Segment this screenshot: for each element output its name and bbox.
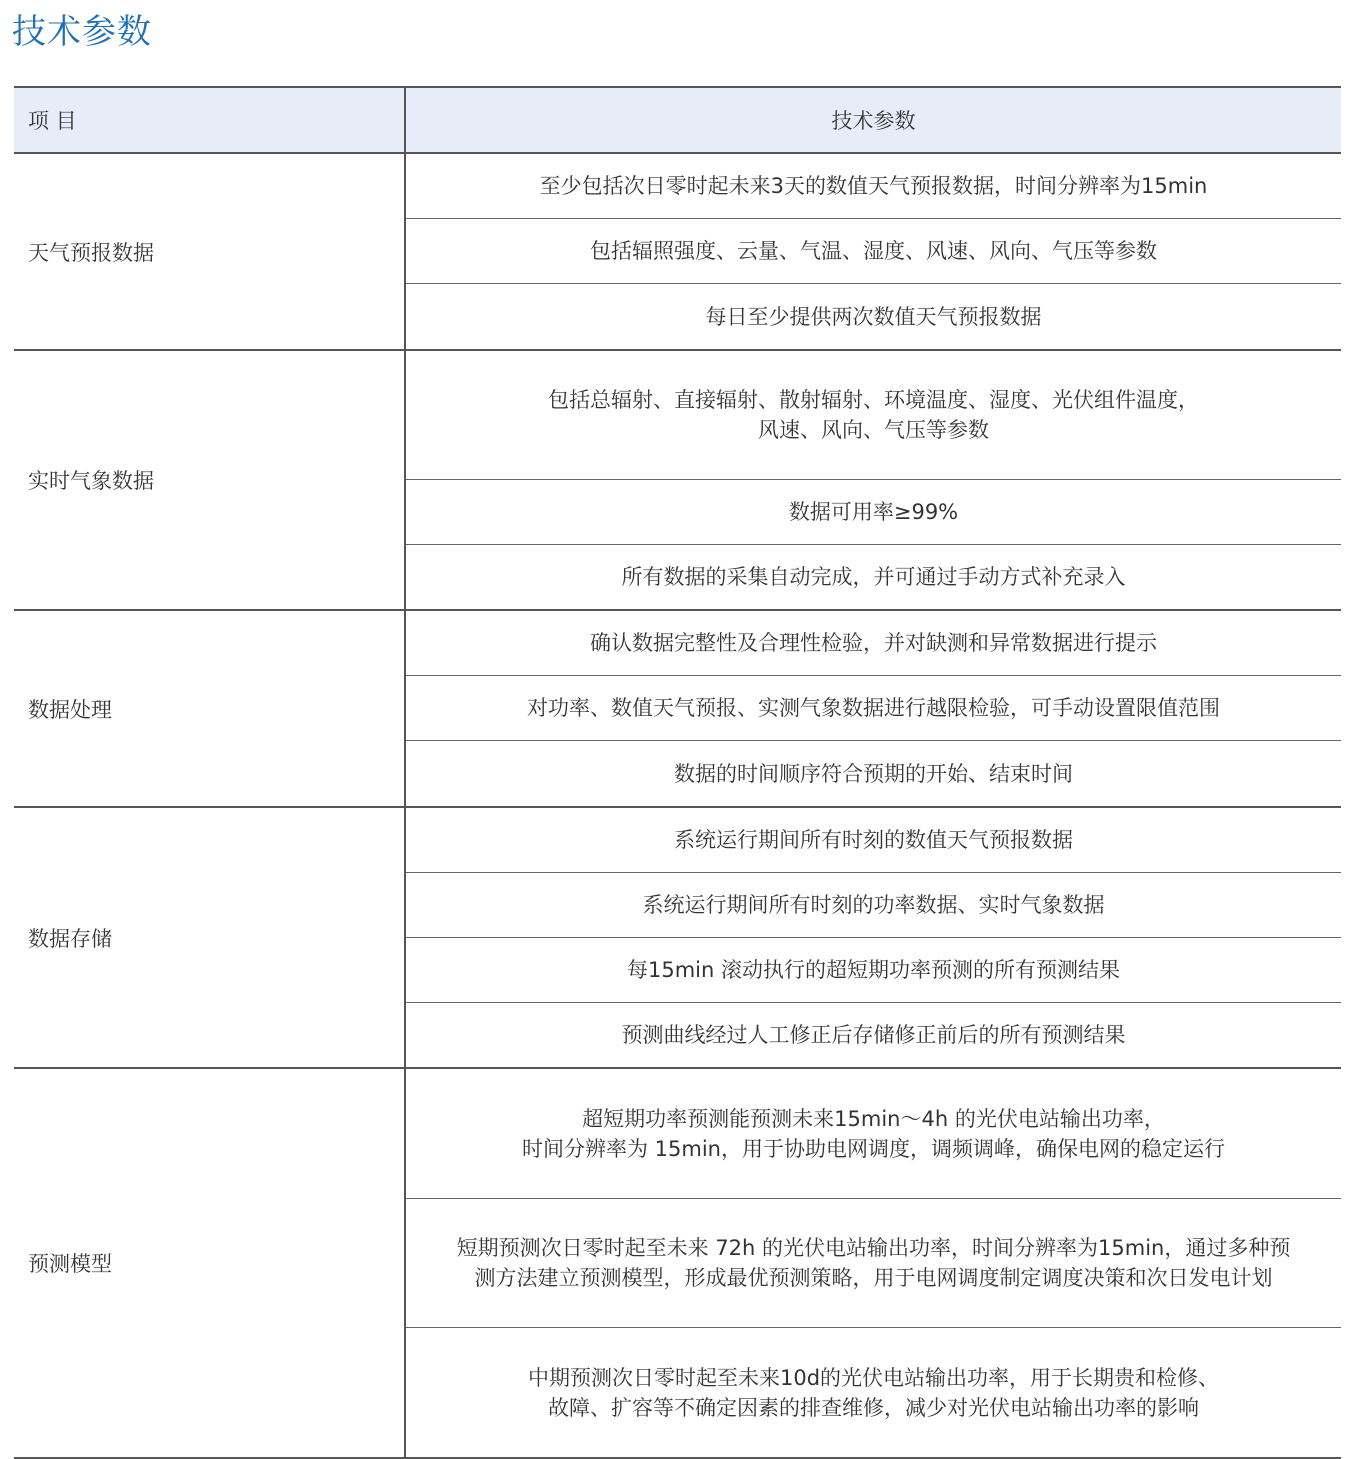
item-cell: 数据处理 — [14, 610, 405, 807]
spec-text: 超短期功率预测能预测未来15min～4h 的光伏电站输出功率， — [582, 1106, 1165, 1131]
spec-cell — [405, 741, 1341, 808]
table-row — [14, 153, 1341, 219]
spec-cell — [405, 350, 1341, 480]
spec-text: 确认数据完整性及合理性检验，并对缺测和异常数据进行提示 — [590, 631, 1157, 655]
spec-cell — [405, 610, 1341, 676]
table-row — [14, 807, 1341, 873]
spec-cell — [405, 1068, 1341, 1199]
header-spec: 技术参数 — [405, 87, 1341, 153]
item-cell: 天气预报数据 — [14, 153, 405, 350]
spec-cell — [405, 873, 1341, 938]
spec-text: 系统运行期间所有时刻的数值天气预报数据 — [674, 828, 1073, 852]
spec-text: 对功率、数值天气预报、实测气象数据进行越限检验，可手动设置限值范围 — [527, 696, 1220, 720]
table-row — [14, 350, 1341, 480]
table-body — [14, 153, 1341, 1458]
spec-text: 每15min 滚动执行的超短期功率预测的所有预测结果 — [627, 958, 1120, 982]
spec-text: 中期预测次日零时起至未来10d的光伏电站输出功率，用于长期贵和检修、 — [527, 1365, 1220, 1390]
spec-cell — [405, 1199, 1341, 1328]
spec-cell — [405, 1328, 1341, 1459]
spec-cell — [405, 153, 1341, 219]
spec-cell — [405, 545, 1341, 611]
spec-text: 所有数据的采集自动完成，并可通过手动方式补充录入 — [621, 565, 1126, 589]
spec-table — [14, 86, 1341, 1459]
item-cell: 实时气象数据 — [14, 350, 405, 610]
spec-cell — [405, 807, 1341, 873]
spec-cell — [405, 284, 1341, 351]
spec-text: 测方法建立预测模型，形成最优预测策略，用于电网调度制定调度决策和次日发电计划 — [474, 1266, 1273, 1290]
spec-text: 包括辐照强度、云量、气温、湿度、风速、风向、气压等参数 — [590, 239, 1157, 263]
spec-text: 风速、风向、气压等参数 — [758, 418, 989, 442]
spec-text: 数据的时间顺序符合预期的开始、结束时间 — [674, 761, 1073, 786]
spec-cell — [405, 938, 1341, 1003]
spec-text: 每日至少提供两次数值天气预报数据 — [705, 304, 1042, 329]
page-title: 技术参数 — [12, 12, 152, 52]
spec-cell — [405, 676, 1341, 741]
spec-text: 短期预测次日零时起至未来 72h 的光伏电站输出功率，时间分辨率为15min，通过多种预 — [456, 1236, 1291, 1260]
spec-text: 系统运行期间所有时刻的功率数据、实时气象数据 — [642, 893, 1105, 917]
spec-text: 包括总辐射、直接辐射、散射辐射、环境温度、湿度、光伏组件温度， — [548, 388, 1199, 412]
spec-text: 故障、扩容等不确定因素的排查维修，减少对光伏电站输出功率的影响 — [548, 1395, 1199, 1420]
spec-cell — [405, 219, 1341, 284]
spec-cell — [405, 1003, 1341, 1069]
spec-text: 数据可用率≥99% — [788, 500, 959, 524]
header-item: 项 目 — [14, 87, 405, 153]
table-row — [14, 1068, 1341, 1199]
item-cell: 预测模型 — [14, 1068, 405, 1458]
spec-cell — [405, 480, 1341, 545]
spec-text: 预测曲线经过人工修正后存储修正前后的所有预测结果 — [621, 1023, 1126, 1047]
table-header-row — [14, 87, 1341, 153]
spec-text: 时间分辨率为 15min，用于协助电网调度，调频调峰，确保电网的稳定运行 — [522, 1136, 1225, 1161]
item-cell: 数据存储 — [14, 807, 405, 1068]
spec-text: 至少包括次日零时起未来3天的数值天气预报数据，时间分辨率为15min — [539, 174, 1208, 198]
table-row — [14, 610, 1341, 676]
